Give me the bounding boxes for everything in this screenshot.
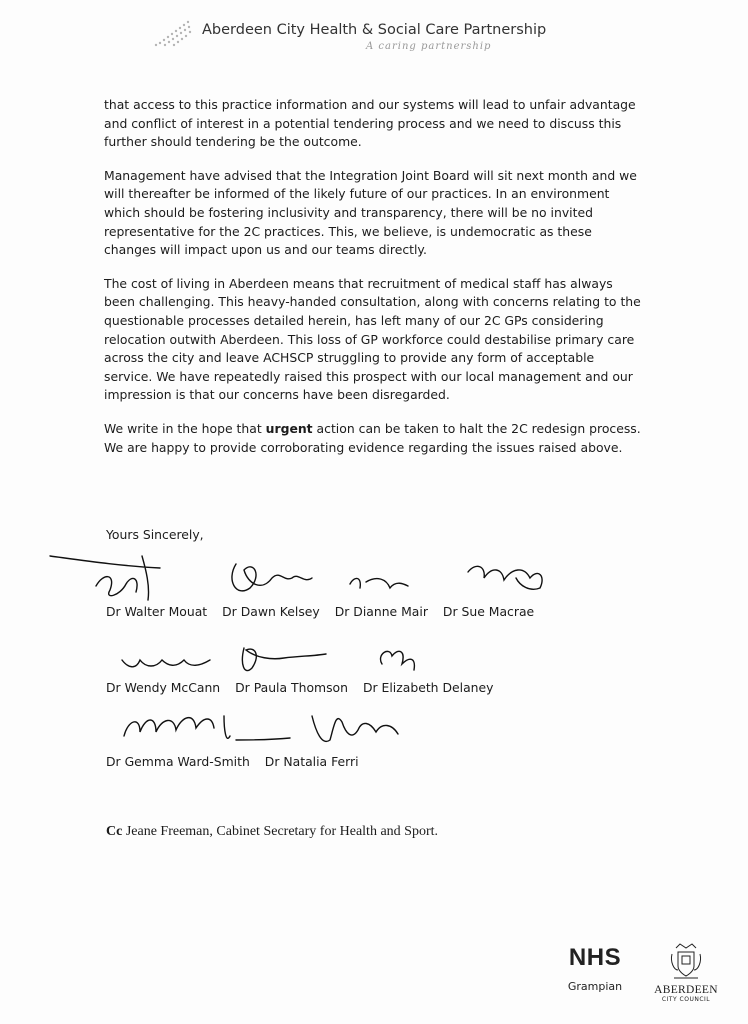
coat-of-arms-icon — [666, 940, 706, 980]
paragraph-recruitment: The cost of living in Aberdeen means that recruitment of medical staff has always been challenging. This heavy-handed consultation, along with concerns relating to the questionable processes detailed herein, has left many of our 2C GPs considering relocation outwith Aberdeen. This loss of GP workforce could destabilise primary care across the city and leave ACHSCP struggling to provide any form of acceptable service. We have repeatedly raised this prospect with our local management and our impression is that our concerns have been disregarded. — [104, 275, 641, 403]
cc-recipient: Jeane Freeman, Cabinet Secretary for Health and Sport. — [125, 824, 438, 839]
letter-body — [104, 96, 644, 472]
signature-paula-thomson — [242, 648, 326, 671]
closing-salutation: Yours Sincerely, — [106, 527, 204, 542]
partnership-logo-icon — [148, 18, 196, 48]
signatory-dianne-mair: Dr Dianne Mair — [334, 604, 428, 619]
nhs-mark: NHS — [568, 944, 622, 971]
signature-natalia-ferri — [312, 716, 398, 741]
nhs-grampian-logo — [560, 944, 630, 1004]
signatory-paula-thomson: Dr Paula Thomson — [235, 680, 348, 695]
signatories-row-3 — [106, 754, 370, 769]
council-name: ABERDEEN — [654, 984, 718, 996]
signature-walter-mouat — [50, 556, 160, 600]
signature-dianne-mair — [350, 578, 408, 588]
carbon-copy-line — [106, 824, 438, 840]
signatory-dawn-kelsey: Dr Dawn Kelsey — [222, 604, 320, 619]
aberdeen-city-council-logo — [650, 940, 722, 1003]
signatories-row-2 — [106, 680, 504, 695]
signatory-wendy-mccann: Dr Wendy McCann — [106, 680, 221, 695]
signatories-row-1 — [106, 604, 545, 619]
signatory-gemma-ward-smith: Dr Gemma Ward-Smith — [106, 754, 250, 769]
signature-elizabeth-delaney — [381, 651, 415, 670]
organisation-name: Aberdeen City Health & Social Care Partnership — [202, 22, 547, 38]
signature-wendy-mccann — [122, 660, 210, 667]
letterhead — [140, 16, 560, 60]
cc-label: Cc — [106, 824, 123, 839]
signatory-natalia-ferri: Dr Natalia Ferri — [264, 754, 359, 769]
paragraph-urgent-request — [104, 420, 644, 457]
nhs-region: Grampian — [567, 980, 623, 993]
urgent-request-text-end: action can be taken to halt the 2C redesign process. We are happy to provide corroborating evidence regarding the issues raised above. — [104, 420, 641, 455]
urgent-emphasis: urgent — [265, 420, 313, 436]
signature-gemma-ward-smith — [124, 716, 290, 740]
signatory-sue-macrae: Dr Sue Macrae — [442, 604, 535, 619]
signature-dawn-kelsey — [232, 564, 312, 591]
signatory-elizabeth-delaney: Dr Elizabeth Delaney — [362, 680, 494, 695]
paragraph-integration-board: Management have advised that the Integration Joint Board will sit next month and we will thereafter be informed of the likely future of our practices. In an environment which should be fostering inclusivity and transparency, there will be no invited representative for the 2C practices. This, we believe, is undemocratic as these changes will impact upon us and our teams directly. — [104, 167, 637, 258]
signatory-walter-mouat: Dr Walter Mouat — [106, 604, 208, 619]
paragraph-tendering: that access to this practice information and our systems will lead to unfair advantage and conflict of interest in a potential tendering process and we need to discuss this further should tendering be the outcome. — [104, 97, 636, 150]
signature-sue-macrae — [468, 566, 542, 589]
urgent-request-text: We write in the hope that — [104, 420, 266, 436]
organisation-tagline: A caring partnership — [366, 41, 492, 52]
council-subtitle: CITY COUNCIL — [661, 996, 711, 1003]
